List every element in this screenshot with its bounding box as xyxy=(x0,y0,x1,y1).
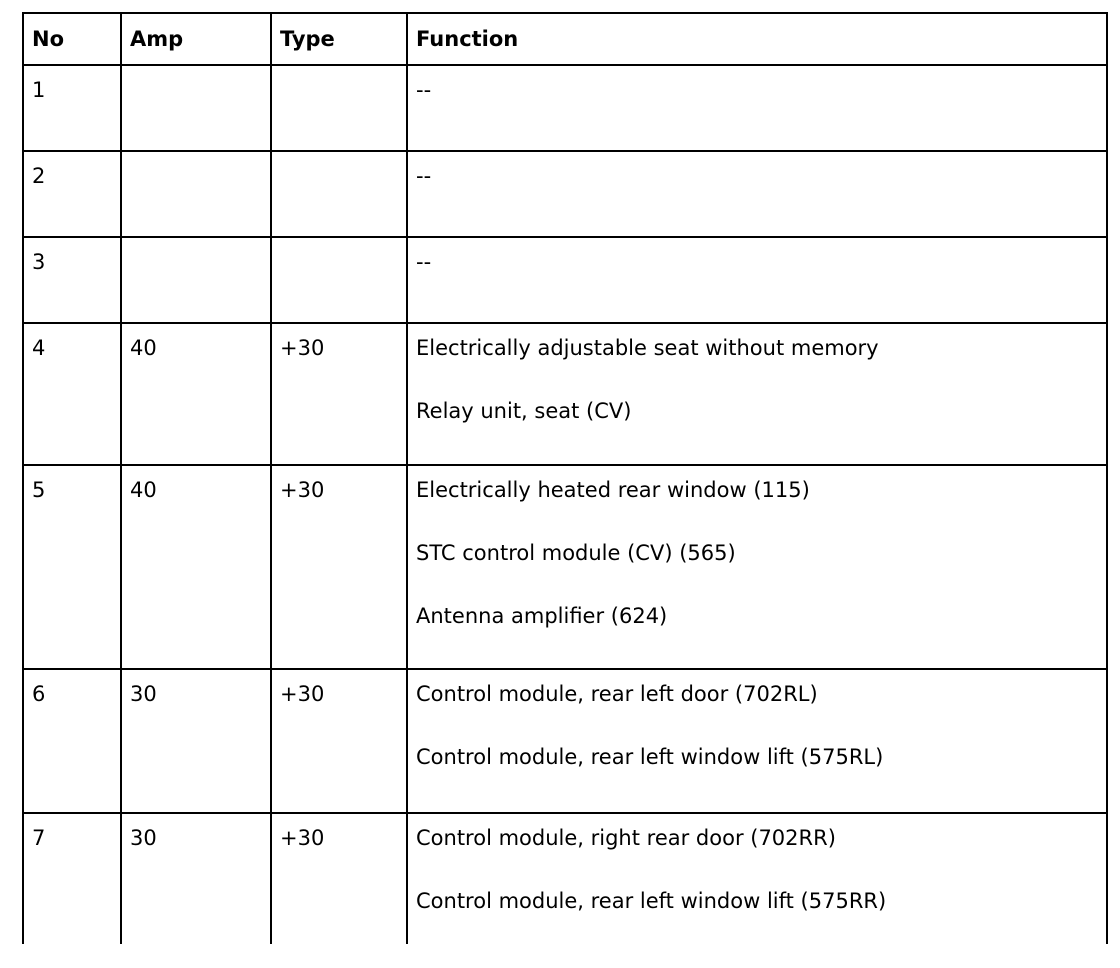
cell-type xyxy=(271,237,407,323)
cell-amp: 40 xyxy=(121,323,271,465)
cell-no: 6 xyxy=(23,669,121,813)
cell-type: +30 xyxy=(271,669,407,813)
cell-no: 7 xyxy=(23,813,121,944)
cell-no: 5 xyxy=(23,465,121,669)
function-line: Electrically heated rear window (115) xyxy=(416,478,810,502)
cell-function xyxy=(407,237,1107,323)
cell-type: +30 xyxy=(271,465,407,669)
table-row xyxy=(23,151,1107,237)
table-row xyxy=(23,813,1107,944)
cell-amp xyxy=(121,237,271,323)
table-row xyxy=(23,237,1107,323)
function-line: Electrically adjustable seat without memory xyxy=(416,336,879,360)
function-line: Control module, rear left window lift (575RL) xyxy=(416,745,884,769)
function-line: Control module, right rear door (702RR) xyxy=(416,826,836,850)
header-no: No xyxy=(23,13,121,65)
function-line: Relay unit, seat (CV) xyxy=(416,399,632,423)
cell-type xyxy=(271,65,407,151)
function-line: -- xyxy=(416,250,432,274)
cell-type xyxy=(271,151,407,237)
header-type: Type xyxy=(271,13,407,65)
fuse-table xyxy=(22,12,1108,944)
table-header-row xyxy=(23,13,1107,65)
cell-no: 4 xyxy=(23,323,121,465)
cell-function xyxy=(407,65,1107,151)
cell-amp: 30 xyxy=(121,669,271,813)
cell-function xyxy=(407,151,1107,237)
function-line: Control module, rear left window lift (575RR) xyxy=(416,889,887,913)
table-row xyxy=(23,465,1107,669)
header-amp: Amp xyxy=(121,13,271,65)
function-line: Control module, rear left door (702RL) xyxy=(416,682,818,706)
cell-amp: 40 xyxy=(121,465,271,669)
function-line: -- xyxy=(416,164,432,188)
cell-no: 3 xyxy=(23,237,121,323)
cell-no: 2 xyxy=(23,151,121,237)
cell-type: +30 xyxy=(271,323,407,465)
table-row xyxy=(23,669,1107,813)
cell-type: +30 xyxy=(271,813,407,944)
cell-amp xyxy=(121,151,271,237)
cell-amp: 30 xyxy=(121,813,271,944)
cell-function xyxy=(407,465,1107,669)
cell-function xyxy=(407,813,1107,944)
function-line: -- xyxy=(416,78,432,102)
table-row xyxy=(23,65,1107,151)
cell-function xyxy=(407,323,1107,465)
function-line: STC control module (CV) (565) xyxy=(416,541,736,565)
header-function: Function xyxy=(407,13,1107,65)
function-line: Antenna amplifier (624) xyxy=(416,604,668,628)
cell-function xyxy=(407,669,1107,813)
cell-no: 1 xyxy=(23,65,121,151)
table-row xyxy=(23,323,1107,465)
cell-amp xyxy=(121,65,271,151)
